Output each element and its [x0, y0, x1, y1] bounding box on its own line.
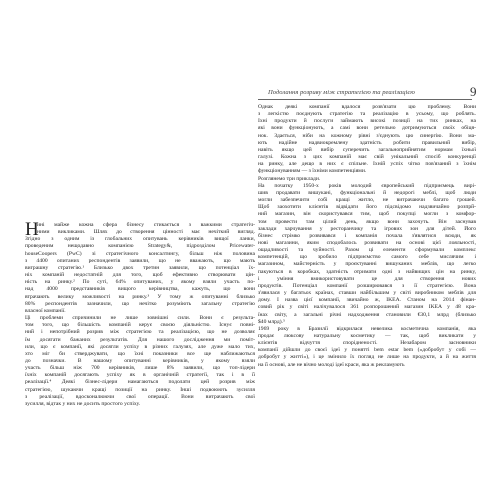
text-line: до позначки. В нашому опитуванні керівників, у якому взяли [25, 357, 255, 364]
text-line: ніх компаній недостатній для того, щоб ефективно створювати цін- [25, 272, 255, 279]
text-line: магазином, майстерність у проєктуванні вишуканих меблів, що легко [258, 261, 476, 268]
text-line: з'явилася у багатьох країнах, ставши найбільшим у світі виробником меблів для [258, 290, 476, 297]
text-line: том провести там цілий день, якщо вони захочуть. Він заснував [258, 218, 476, 225]
left-column [25, 219, 255, 408]
text-line: з 4400 опитаних респондентів заявили, що не вважають, що мають [25, 257, 255, 264]
text-line: ють надійне надвиокремлену здатність робити правильний вибір, [258, 139, 476, 146]
header-rule [258, 99, 472, 100]
text-line: галузі. Кожна з цих компаній має свій унікальний спосіб конкуренції [258, 154, 476, 161]
text-line: ощадливості та чуйності. Разом ці елементи сформували комплекс [258, 247, 476, 254]
text-line: 80% респондентів зазначили, що нечітко розуміють загальну стратегію [25, 300, 255, 307]
text-line: Однак деякі компанії вдалося розв'язати цю проблему. Вони [258, 104, 476, 110]
text-line: могли забезпечити собі кращі житло, не витрачаючи багато грошей. [258, 197, 476, 204]
text-line: виграшну стратегію.¹ Близько двох третин заявили, що потенціал їх- [25, 264, 255, 271]
text-line: навіть якщо цей вибір суперечить загальноприйнятим нормам їхньої [258, 146, 476, 153]
text-line: зусилля, відтак у них не досить простого успіху. [25, 400, 141, 407]
text-line: $40 млрд).⁵ [258, 318, 285, 325]
text-line: проведеним нещодавно компанією Strategy&, підрозділом Pricewater- [25, 243, 255, 250]
text-line: заклади харчування у ресторанчику та ігрових зон для дітей. Його [258, 225, 476, 232]
text-line: том того, що більшість компаній керує своєю діяльністю. Існує повні- [25, 322, 255, 329]
paragraph [258, 183, 476, 326]
text-line: компанії дійшли до своєї ідеї у понятті bem estar bem («добробут у собі — [258, 347, 476, 354]
text-line: Згідно з одним із глобальних опитувань керівників вищої ланки, [25, 236, 255, 243]
dropcap-letter: Н [25, 219, 39, 240]
text-line: продає люксову натуральну косметику — так, щоб викликати у [258, 333, 476, 339]
text-line: пакуються в коробках, здатність отримати одні з найвищих цін на ринку, [258, 268, 476, 275]
text-line: или, що є компанії, які досягли успіху в різних галузях, але дуже мало тих, [25, 343, 255, 350]
text-line: houseCoopers (PwC) зі стратегічного консалтингу, більш ніж половина [25, 250, 255, 257]
text-line: власної компанії. [25, 307, 66, 314]
paragraph [258, 326, 476, 369]
running-header: Подолання розриву між стратегією та реалізацією [268, 89, 415, 96]
text-line: клієнтів відчуття спорідненості. Незабаром засновники [258, 340, 476, 347]
text-line: їм досягати бажаних результатів. Для нашого дослідження ми поміт- [25, 336, 255, 343]
text-line: реалізації.⁴ Деякі бізнес-лідери намагаються подолати цей розрив між [25, 379, 255, 386]
text-line: Розглянемо три приклади. [258, 175, 321, 182]
text-line: на ринку, але дещо в них є спільне. Їхній успіх чітко пов'язаний з їхнім [258, 161, 476, 168]
text-line: участь більш ніж 700 керівників, лише 8% заявили, що топ-лідери [25, 365, 255, 372]
text-line: на її основі, але не вічно молоді ідеї краси, яка ж рекламують [258, 361, 405, 368]
paragraph [25, 219, 255, 315]
text-line: компетенцій, що зробило підприємство самого себе мислячим і [258, 254, 476, 261]
text-line: шив продавати вишукані, функціональні й недорогі меблі, щоб люди [258, 189, 476, 196]
text-line: ність на ринку.² По суті, 64% опитуваних, у якому взяли участь по- [25, 279, 255, 286]
text-line: Ці проблеми спричинили не лише зовнішні сили. Вони є результа- [25, 315, 255, 322]
text-line: їнах світу, а загальні річні надходження становили €30,1 млрд (близько [258, 311, 476, 318]
text-line: Щоб заохотити клієнтів відвідати його підсвідомо надзвичайно розпрй- [258, 204, 476, 211]
paragraph [258, 176, 476, 183]
text-line: 1969 року в Бразилії відкрилася невелика косметична компанія, яка [258, 325, 476, 332]
text-line: добробут у житті»), і це змінило їх погляд не лише на продукти, а й на життя [258, 354, 476, 361]
text-line: з реалізації, вдосконалюючи свої операції. Вони витрачають свої [25, 393, 255, 400]
text-line: ними викликами. Шлях до створення цінності має нечіткий вигляд. [37, 229, 255, 236]
text-line: бізнес стрімко розвивався і компанія почала з'являтися всюди, як [258, 232, 476, 239]
text-line: ині майже кожна сфера бізнесу стикається з важкими стратегіч- [37, 222, 255, 228]
text-line: нок. Здається, ніби на кожному рівні з'єднують цю синергію. Вони ма- [258, 132, 476, 139]
text-line: продуктів. Потенціал компанії розширювався з її стратегією. Вона [258, 282, 476, 289]
text-line: нові магазини, яким сподобалось розвивати на основі цієї лояльності, [258, 239, 476, 246]
text-line: втрачають велику можливості на ринку.³ У тому ж опитуванні близько [25, 293, 255, 300]
text-line: ний магазин, він скористувався тим, щоб покупці могли з комфор- [258, 211, 476, 218]
paragraph [258, 104, 476, 176]
text-line: совий рік у світі налічувалося 361 розпорошений магазин IKEA у 48 кра- [258, 304, 476, 311]
text-line: На початку 1950-х років молодий європейський підприємець вирі- [258, 182, 476, 189]
text-line: дому. І назва цієї компанії, звичайно ж, IKEA. Станом на 2014 фінан- [258, 297, 476, 304]
text-line: їхніх компаній досягають успіху як в органічній стратегії, так і в її [25, 372, 255, 379]
text-line: які вони функціонують, а самі вони ретельно дотримуються своїх обіця- [258, 125, 476, 132]
text-line: Їхні продукти й послуги займають високі позиції на тих ринках, на [258, 118, 476, 125]
paragraph [25, 315, 255, 408]
text-line: ний і непотрібний розрив між стратегією та реалізацією, що не дозволяє [25, 329, 255, 336]
text-line: функціонуванням — з їхніми компетенціями. [258, 168, 367, 175]
text-line: над 4000 представників вищого керівництва, кажуть, що вони [25, 286, 255, 293]
text-line: стратегією, шукаючи кращі позиції на ринку. Інші подвоюють зусилля [25, 386, 255, 393]
page-number: 9 [470, 84, 477, 99]
text-line: і уміння вмикористовувати це для створення нових [258, 275, 476, 282]
right-column [258, 104, 476, 369]
text-line: хто міг би стверджувати, що їхні показники все ще наближаються [25, 350, 255, 357]
text-line: з легкістю поєднують стратегію та реалізацію в усьому, що роблять. [258, 111, 476, 118]
